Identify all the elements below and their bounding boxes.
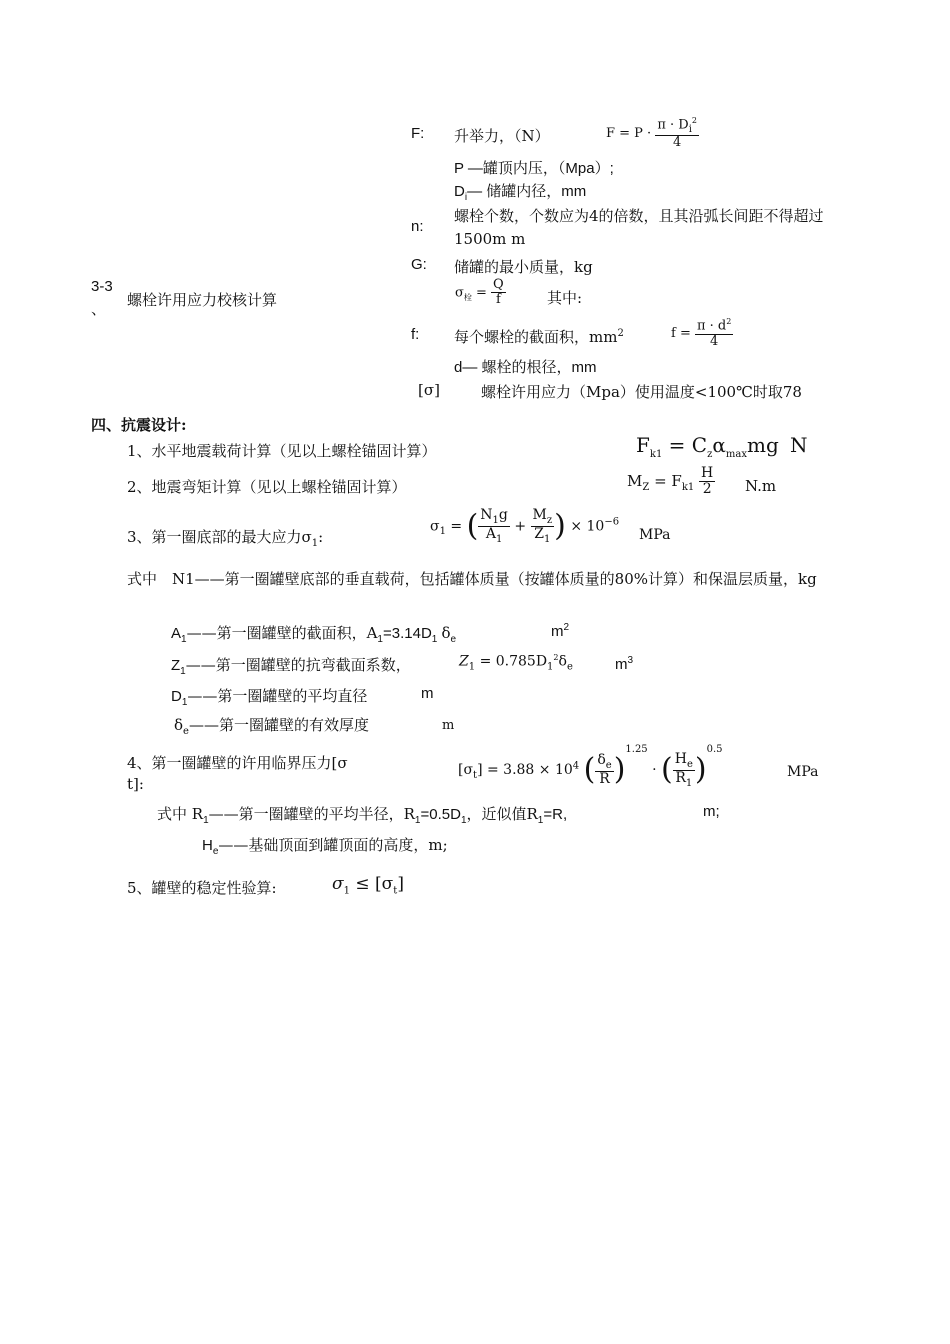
R1-line: 式中 $R_1——$第一圈罐壁的平均半径，$R_1=0.5D_1$，近似值$R_1=R$, bbox=[157, 805, 568, 826]
P-desc: P —罐顶内压，（Mpa）; bbox=[454, 160, 614, 177]
item4-a: 4、第一圈罐壁的许用临界压力[σ bbox=[127, 754, 348, 772]
allow-key: [σ] bbox=[418, 381, 440, 399]
item1-formula: $F_{k1} = C_z\alpha_{max}mg$ bbox=[636, 433, 779, 460]
item4-unit: MPa bbox=[787, 764, 819, 780]
item3: 3、第一圈底部的最大应力$\sigma_1$: bbox=[127, 528, 324, 549]
He-line: $H_e——$基础顶面到罐顶面的高度，m; bbox=[202, 836, 448, 857]
item3-unit: MPa bbox=[639, 527, 671, 543]
n-key: n: bbox=[411, 218, 424, 235]
item1-unit: N bbox=[790, 433, 808, 457]
D1-unit: m bbox=[421, 685, 434, 702]
item4-b: t]: bbox=[127, 775, 144, 793]
A1-unit: $m^2$ bbox=[551, 622, 570, 640]
Z1-unit: $m^3$ bbox=[615, 655, 634, 673]
n-desc: 螺栓个数，个数应为4的倍数，且其沿弧长间距不得超过 1500m m bbox=[454, 207, 824, 248]
item5-formula: $\sigma_1 \le [\sigma_t]$ bbox=[332, 874, 404, 897]
f-key: f: bbox=[411, 326, 420, 343]
G-desc: 储罐的最小质量，kg bbox=[454, 258, 593, 276]
item5: 5、罐壁的稳定性验算: bbox=[127, 879, 277, 897]
section-number: 3-3 bbox=[91, 278, 113, 295]
section-number-mark: 、 bbox=[91, 301, 107, 318]
section4-title: 四、抗震设计: bbox=[91, 416, 187, 434]
item3-formula: $\sigma_1$ = ( $\frac{N_1g}{A_1}$ + $\frac{M_z}{Z_1}$ ) × $10^{-6}$ bbox=[430, 507, 620, 545]
item2-formula: $M_Z = F_{k1}$ $\frac{H}{2}$ bbox=[627, 465, 714, 498]
where-text: 式中 N1——第一圈罐壁底部的垂直载荷，包括罐体质量（按罐体质量的80%计算）和保温层质量，kg bbox=[127, 570, 817, 588]
section-title: 螺栓许用应力校核计算 bbox=[127, 291, 278, 309]
A1-line: $A_1——$第一圈罐壁的截面积，$A_1=3.14D_1$ $\delta_e$ bbox=[171, 624, 457, 645]
sigma-note: 其中: bbox=[547, 289, 583, 307]
de-unit: m bbox=[442, 718, 455, 733]
item4-formula: $[\sigma_t] = 3.88 \times 10^4$ ( $\frac{\delta_e}{R}$ )$^{1.25}$ · ( $\frac{H_e}{R_1}$ )$^{0.5}$ bbox=[458, 744, 723, 789]
F-key: F: bbox=[411, 125, 425, 142]
D1-line: $D_1——$第一圈罐壁的平均直径 bbox=[171, 687, 368, 708]
sigma-formula: $\sigma_栓$ = $\frac{Q}{f}$ bbox=[455, 277, 504, 308]
item2: 2、地震弯矩计算（见以上螺栓锚固计算） bbox=[127, 478, 407, 496]
de-line: $\delta_e——$第一圈罐壁的有效厚度 bbox=[174, 716, 369, 737]
f-desc: 每个螺栓的截面积，$mm^2$ bbox=[454, 328, 624, 346]
d-desc: d— 螺栓的根径，mm bbox=[454, 359, 597, 376]
Z1-formula: $Z_1 = 0.785D_1^2\delta_e$ bbox=[459, 653, 573, 673]
f-formula: f = $\frac{\pi \cdot d^2}{4}$ bbox=[671, 317, 732, 349]
R1-unit: m; bbox=[703, 803, 720, 820]
item1: 1、水平地震载荷计算（见以上螺栓锚固计算） bbox=[127, 442, 437, 460]
G-key: G: bbox=[411, 256, 427, 273]
Z1-line: $Z_1——$第一圈罐壁的抗弯截面系数， bbox=[171, 656, 411, 677]
Di-line: $D_i—$ 储罐内径，mm bbox=[454, 183, 587, 203]
F-desc: 升举力，（N） bbox=[454, 127, 550, 145]
item2-unit: N.m bbox=[745, 477, 777, 495]
F-formula: F = P · $\frac{\pi \cdot D_i^2}{4}$ bbox=[606, 116, 698, 150]
allow-desc: 螺栓许用应力（Mpa）使用温度<100℃时取78 bbox=[481, 383, 802, 401]
